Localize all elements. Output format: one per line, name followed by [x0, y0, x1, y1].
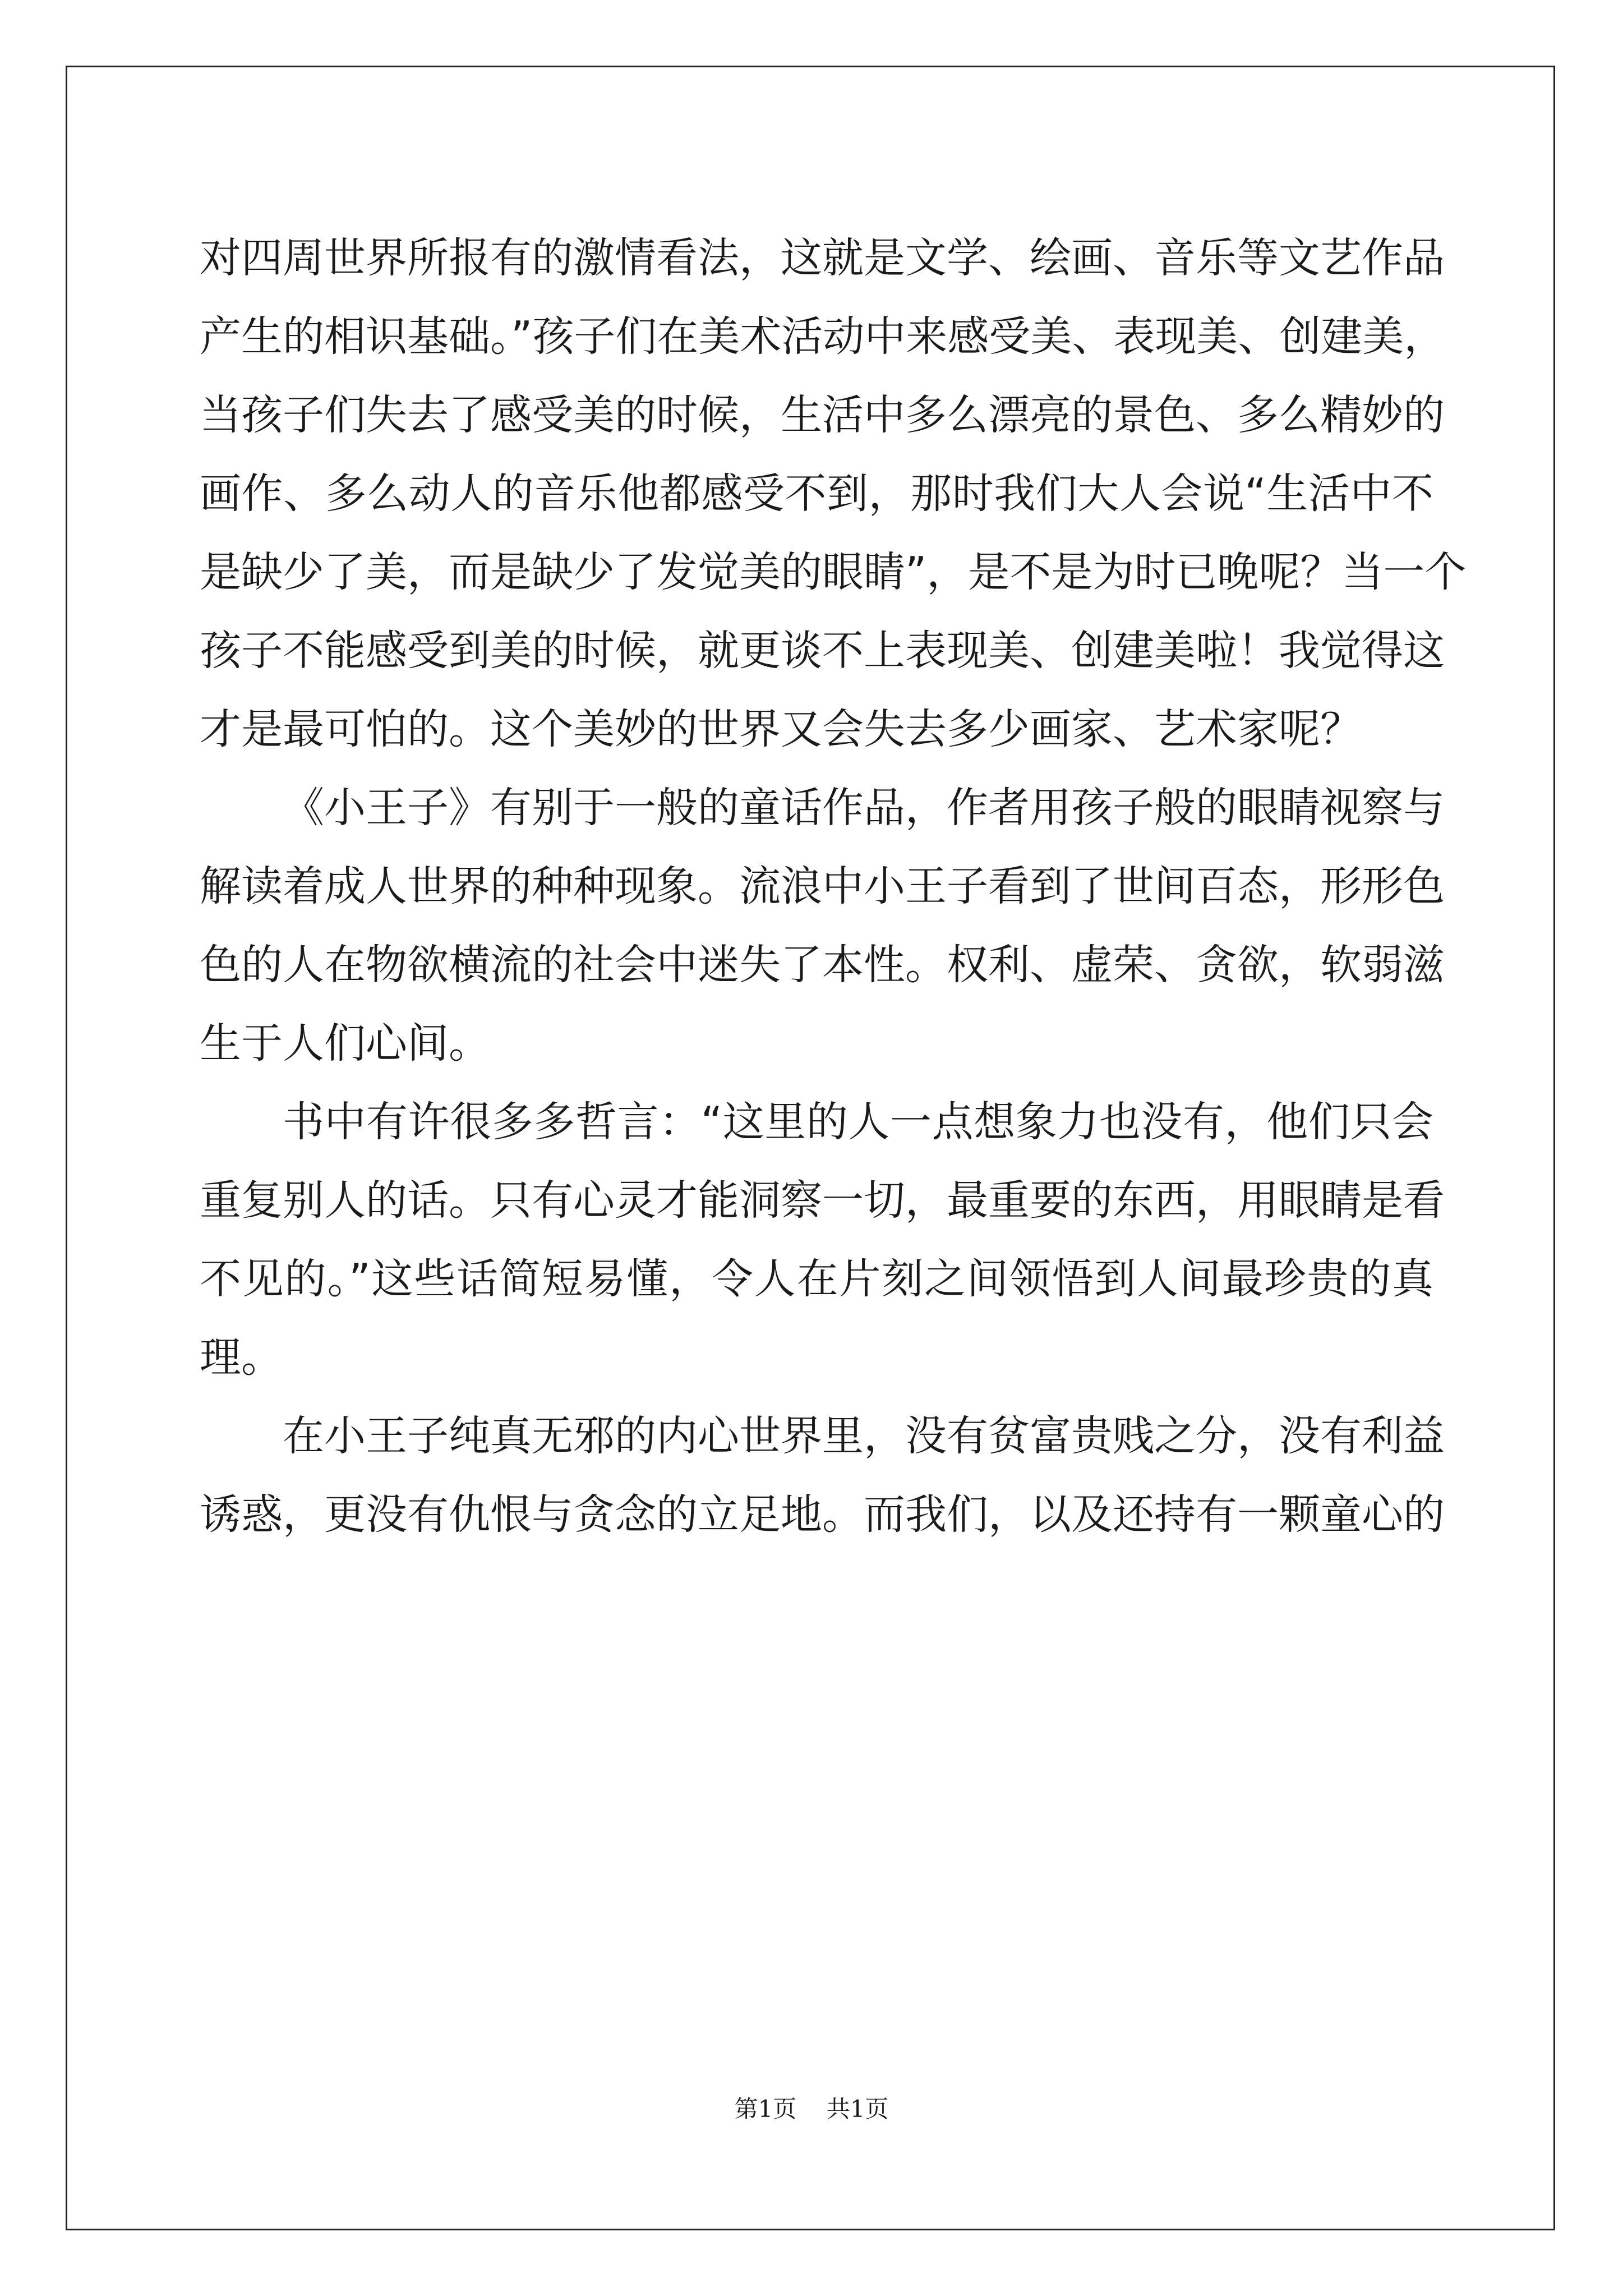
text-line: 产生的相识基础。”孩子们在美术活动中来感受美、表现美、创建美，: [200, 312, 1446, 361]
page-total-label: 共1页: [826, 2095, 889, 2123]
text-line: 是缺少了美，而是缺少了发觉美的眼睛”，是不是为时已晚呢？当一个: [200, 548, 1467, 596]
paragraph-2: [200, 769, 1445, 1083]
text-line: 重复别人的话。只有心灵才能洞察一切，最重要的东西，用眼睛是看: [200, 1176, 1445, 1225]
text-line: 不见的。”这些话简短易懂，令人在片刻之间领悟到人间最珍贵的真: [200, 1255, 1433, 1303]
text-line: 在小王子纯真无邪的内心世界里，没有贫富贵贱之分，没有利益: [283, 1412, 1445, 1460]
text-line: 画作、多么动人的音乐他都感受不到，那时我们大人会说“生活中不: [200, 470, 1433, 518]
paragraph-1: [200, 219, 1467, 769]
text-line: 《小王子》有别于一般的童话作品，作者用孩子般的眼睛视察与: [283, 784, 1445, 832]
text-line: 书中有许很多多哲言：“这里的人一点想象力也没有，他们只会: [283, 1098, 1433, 1146]
document-body: [200, 219, 1467, 1554]
text-line: 生于人们心间。: [200, 1019, 490, 1068]
text-line: 诱惑，更没有仇恨与贪念的立足地。而我们，以及还持有一颗童心的: [200, 1490, 1445, 1539]
page-footer: [0, 2092, 1623, 2126]
text-line: 理。: [200, 1333, 283, 1382]
text-line: 当孩子们失去了感受美的时候，生活中多么漂亮的景色、多么精妙的: [200, 391, 1445, 439]
paragraph-3: [200, 1083, 1445, 1397]
text-line: 色的人在物欲横流的社会中迷失了本性。权利、虚荣、贪欲，软弱滋: [200, 941, 1445, 989]
text-line: 孩子不能感受到美的时候，就更谈不上表现美、创建美啦！我觉得这: [200, 627, 1445, 675]
paragraph-4: [200, 1397, 1445, 1554]
text-line: 解读着成人世界的种种现象。流浪中小王子看到了世间百态，形形色: [200, 862, 1445, 910]
page-number-label: 第1页: [734, 2095, 797, 2123]
text-line: 才是最可怕的。这个美妙的世界又会失去多少画家、艺术家呢？: [200, 705, 1362, 753]
text-line: 对四周世界所报有的激情看法，这就是文学、绘画、音乐等文艺作品: [200, 234, 1445, 282]
